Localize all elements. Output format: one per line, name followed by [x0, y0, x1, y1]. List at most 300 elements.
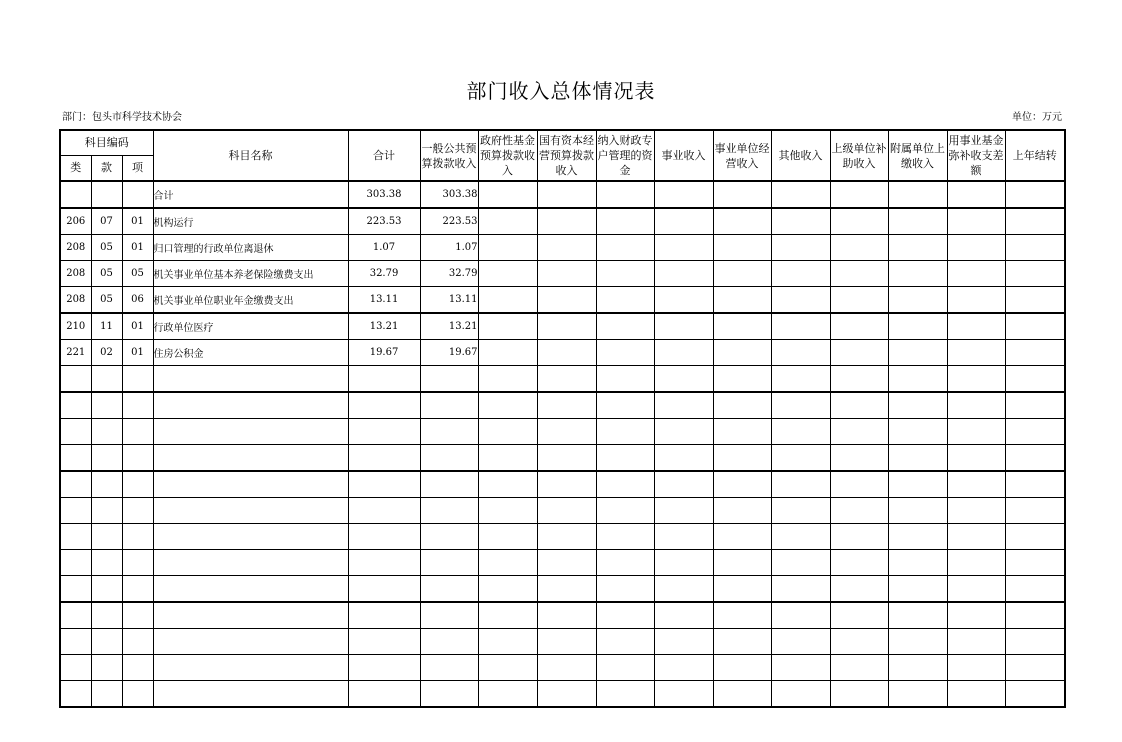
header-career-income: 事业收入 [654, 130, 713, 181]
cell-general-budget [420, 445, 478, 472]
cell-kuan [91, 655, 122, 681]
cell-general-budget: 13.21 [420, 313, 478, 340]
cell-empty [596, 445, 654, 472]
cell-kuan [91, 392, 122, 419]
cell-general-budget: 1.07 [420, 235, 478, 261]
cell-empty [713, 445, 771, 472]
header-kuan: 款 [91, 156, 122, 182]
cell-total [348, 392, 420, 419]
cell-lei [60, 498, 91, 524]
cell-empty [596, 471, 654, 498]
cell-empty [830, 181, 888, 208]
cell-empty [830, 313, 888, 340]
cell-kuan [91, 498, 122, 524]
cell-xiang [122, 602, 153, 629]
cell-empty [947, 261, 1005, 287]
cell-empty [537, 340, 596, 366]
cell-empty [771, 181, 830, 208]
cell-empty [947, 576, 1005, 603]
cell-empty [1005, 524, 1065, 550]
cell-empty [713, 208, 771, 235]
header-subject-name: 科目名称 [153, 130, 348, 181]
cell-kuan [91, 366, 122, 393]
cell-empty [596, 287, 654, 314]
cell-general-budget: 19.67 [420, 340, 478, 366]
cell-empty [713, 471, 771, 498]
header-general-budget: 一般公共预算拨款收入 [420, 130, 478, 181]
cell-empty [771, 366, 830, 393]
cell-general-budget [420, 681, 478, 708]
cell-empty [713, 181, 771, 208]
cell-total [348, 681, 420, 708]
cell-empty [654, 629, 713, 655]
cell-empty [830, 550, 888, 576]
cell-total [348, 550, 420, 576]
cell-subject-name [153, 366, 348, 393]
header-carryover: 上年结转 [1005, 130, 1065, 181]
cell-kuan [91, 419, 122, 445]
cell-empty [478, 655, 537, 681]
cell-empty [537, 392, 596, 419]
cell-kuan: 05 [91, 235, 122, 261]
cell-empty [1005, 498, 1065, 524]
cell-subject-name [153, 445, 348, 472]
cell-empty [537, 235, 596, 261]
cell-xiang [122, 524, 153, 550]
cell-empty [1005, 681, 1065, 708]
table-row [60, 681, 1065, 708]
cell-empty [947, 681, 1005, 708]
cell-empty [888, 576, 947, 603]
cell-xiang [122, 471, 153, 498]
cell-empty [888, 445, 947, 472]
cell-empty [478, 629, 537, 655]
cell-empty [830, 208, 888, 235]
cell-empty [830, 655, 888, 681]
cell-empty [537, 208, 596, 235]
cell-empty [1005, 181, 1065, 208]
cell-empty [830, 576, 888, 603]
cell-empty [830, 471, 888, 498]
cell-empty [478, 313, 537, 340]
cell-empty [713, 313, 771, 340]
cell-subject-name [153, 655, 348, 681]
cell-empty [771, 419, 830, 445]
cell-empty [888, 287, 947, 314]
cell-kuan [91, 576, 122, 603]
cell-empty [478, 261, 537, 287]
header-gov-fund: 政府性基金预算拨款收入 [478, 130, 537, 181]
cell-general-budget [420, 629, 478, 655]
cell-lei [60, 576, 91, 603]
cell-empty [888, 261, 947, 287]
cell-empty [947, 419, 1005, 445]
cell-kuan: 05 [91, 261, 122, 287]
cell-subject-name [153, 681, 348, 708]
cell-empty [1005, 340, 1065, 366]
cell-kuan: 07 [91, 208, 122, 235]
cell-empty [537, 602, 596, 629]
cell-general-budget [420, 498, 478, 524]
cell-empty [1005, 261, 1065, 287]
cell-empty [596, 313, 654, 340]
cell-empty [596, 235, 654, 261]
cell-empty [654, 419, 713, 445]
cell-empty [830, 681, 888, 708]
cell-xiang [122, 498, 153, 524]
cell-total [348, 445, 420, 472]
cell-kuan [91, 524, 122, 550]
cell-empty [478, 576, 537, 603]
cell-empty [478, 550, 537, 576]
cell-total: 223.53 [348, 208, 420, 235]
cell-kuan: 02 [91, 340, 122, 366]
cell-empty [888, 498, 947, 524]
cell-kuan: 05 [91, 287, 122, 314]
cell-empty [1005, 576, 1065, 603]
cell-empty [830, 419, 888, 445]
income-table [59, 129, 1066, 708]
cell-empty [713, 655, 771, 681]
cell-subject-name [153, 471, 348, 498]
cell-empty [947, 602, 1005, 629]
cell-subject-name [153, 524, 348, 550]
cell-empty [830, 340, 888, 366]
cell-subject-name [153, 629, 348, 655]
cell-empty [654, 471, 713, 498]
table-row [60, 392, 1065, 419]
cell-empty [713, 550, 771, 576]
table-row [60, 181, 1065, 208]
cell-empty [596, 340, 654, 366]
cell-lei: 221 [60, 340, 91, 366]
cell-kuan [91, 471, 122, 498]
cell-total [348, 576, 420, 603]
cell-empty [596, 181, 654, 208]
cell-empty [771, 602, 830, 629]
cell-subject-name: 住房公积金 [153, 340, 348, 366]
cell-empty [830, 524, 888, 550]
cell-empty [830, 235, 888, 261]
header-xiang: 项 [122, 156, 153, 182]
cell-empty [830, 445, 888, 472]
cell-empty [537, 181, 596, 208]
cell-subject-name: 归口管理的行政单位离退休 [153, 235, 348, 261]
cell-lei [60, 681, 91, 708]
table-row [60, 524, 1065, 550]
cell-total [348, 655, 420, 681]
cell-general-budget: 13.11 [420, 287, 478, 314]
department-label: 部门：包头市科学技术协会 [62, 112, 182, 123]
cell-empty [478, 235, 537, 261]
cell-empty [1005, 287, 1065, 314]
cell-subject-name [153, 602, 348, 629]
cell-general-budget [420, 524, 478, 550]
cell-empty [713, 629, 771, 655]
cell-xiang [122, 181, 153, 208]
header-special-fund: 纳入财政专户管理的资金 [596, 130, 654, 181]
cell-empty [654, 392, 713, 419]
cell-empty [596, 602, 654, 629]
cell-kuan [91, 445, 122, 472]
cell-xiang [122, 419, 153, 445]
cell-empty [654, 181, 713, 208]
cell-empty [771, 287, 830, 314]
cell-empty [713, 340, 771, 366]
cell-subject-name [153, 576, 348, 603]
cell-total [348, 629, 420, 655]
cell-empty [596, 261, 654, 287]
cell-xiang [122, 629, 153, 655]
cell-empty [654, 208, 713, 235]
cell-empty [654, 550, 713, 576]
cell-empty [537, 498, 596, 524]
cell-empty [771, 235, 830, 261]
cell-total: 19.67 [348, 340, 420, 366]
cell-empty [596, 419, 654, 445]
cell-kuan: 11 [91, 313, 122, 340]
cell-lei: 210 [60, 313, 91, 340]
cell-empty [1005, 629, 1065, 655]
cell-empty [654, 445, 713, 472]
cell-empty [888, 366, 947, 393]
cell-lei [60, 524, 91, 550]
table-row [60, 366, 1065, 393]
cell-lei: 208 [60, 235, 91, 261]
cell-lei [60, 550, 91, 576]
table-row [60, 471, 1065, 498]
cell-empty [596, 498, 654, 524]
cell-kuan [91, 681, 122, 708]
page-title: 部门收入总体情况表 [466, 79, 656, 103]
cell-empty [713, 419, 771, 445]
cell-lei [60, 629, 91, 655]
cell-empty [478, 419, 537, 445]
cell-empty [947, 340, 1005, 366]
cell-empty [654, 655, 713, 681]
cell-general-budget: 32.79 [420, 261, 478, 287]
cell-xiang [122, 392, 153, 419]
cell-empty [478, 287, 537, 314]
cell-empty [596, 629, 654, 655]
cell-empty [713, 681, 771, 708]
table-row [60, 576, 1065, 603]
cell-empty [888, 550, 947, 576]
cell-lei [60, 445, 91, 472]
cell-empty [654, 261, 713, 287]
cell-empty [888, 208, 947, 235]
cell-empty [537, 629, 596, 655]
cell-xiang: 01 [122, 340, 153, 366]
cell-empty [830, 261, 888, 287]
cell-subject-name: 行政单位医疗 [153, 313, 348, 340]
cell-empty [654, 681, 713, 708]
cell-empty [1005, 366, 1065, 393]
cell-empty [771, 392, 830, 419]
table-row [60, 655, 1065, 681]
cell-lei [60, 181, 91, 208]
cell-empty [478, 602, 537, 629]
unit-label: 单位：万元 [1012, 112, 1062, 123]
cell-empty [537, 655, 596, 681]
cell-general-budget [420, 550, 478, 576]
cell-xiang: 06 [122, 287, 153, 314]
cell-empty [537, 576, 596, 603]
cell-subject-name: 机关事业单位职业年金缴费支出 [153, 287, 348, 314]
table-row [60, 340, 1065, 366]
cell-empty [771, 524, 830, 550]
cell-empty [947, 655, 1005, 681]
cell-empty [888, 313, 947, 340]
cell-lei [60, 602, 91, 629]
cell-lei [60, 471, 91, 498]
cell-total [348, 498, 420, 524]
cell-lei: 206 [60, 208, 91, 235]
cell-empty [1005, 235, 1065, 261]
cell-empty [596, 550, 654, 576]
cell-lei [60, 392, 91, 419]
cell-total [348, 366, 420, 393]
cell-subject-name [153, 498, 348, 524]
cell-empty [947, 445, 1005, 472]
cell-empty [478, 681, 537, 708]
cell-empty [888, 392, 947, 419]
cell-empty [654, 524, 713, 550]
cell-kuan [91, 602, 122, 629]
cell-empty [537, 366, 596, 393]
cell-total: 13.11 [348, 287, 420, 314]
cell-empty [478, 392, 537, 419]
cell-total [348, 471, 420, 498]
cell-empty [771, 498, 830, 524]
cell-empty [830, 602, 888, 629]
cell-xiang: 05 [122, 261, 153, 287]
cell-empty [537, 471, 596, 498]
cell-lei [60, 366, 91, 393]
cell-empty [654, 340, 713, 366]
cell-empty [888, 471, 947, 498]
cell-empty [537, 261, 596, 287]
cell-empty [537, 681, 596, 708]
cell-kuan [91, 629, 122, 655]
table-row [60, 550, 1065, 576]
table-row [60, 313, 1065, 340]
header-fund-offset: 用事业基金弥补收支差额 [947, 130, 1005, 181]
cell-empty [888, 655, 947, 681]
cell-xiang [122, 366, 153, 393]
cell-empty [537, 313, 596, 340]
cell-empty [888, 419, 947, 445]
cell-empty [478, 498, 537, 524]
cell-subject-name: 合计 [153, 181, 348, 208]
cell-empty [1005, 419, 1065, 445]
cell-xiang [122, 655, 153, 681]
cell-empty [771, 340, 830, 366]
cell-empty [713, 602, 771, 629]
cell-empty [537, 419, 596, 445]
cell-total: 13.21 [348, 313, 420, 340]
cell-empty [596, 655, 654, 681]
cell-empty [596, 524, 654, 550]
cell-empty [771, 629, 830, 655]
cell-empty [654, 235, 713, 261]
cell-empty [771, 576, 830, 603]
cell-xiang: 01 [122, 313, 153, 340]
cell-general-budget [420, 392, 478, 419]
cell-empty [830, 366, 888, 393]
cell-lei [60, 419, 91, 445]
cell-general-budget [420, 471, 478, 498]
cell-xiang [122, 576, 153, 603]
cell-lei: 208 [60, 287, 91, 314]
cell-empty [713, 287, 771, 314]
cell-empty [1005, 445, 1065, 472]
cell-empty [771, 313, 830, 340]
cell-empty [1005, 471, 1065, 498]
cell-empty [947, 629, 1005, 655]
cell-empty [478, 340, 537, 366]
cell-empty [596, 576, 654, 603]
cell-empty [947, 235, 1005, 261]
cell-empty [771, 208, 830, 235]
table-row [60, 287, 1065, 314]
cell-empty [654, 602, 713, 629]
cell-empty [1005, 655, 1065, 681]
cell-empty [888, 235, 947, 261]
cell-xiang [122, 550, 153, 576]
cell-empty [888, 629, 947, 655]
cell-empty [713, 524, 771, 550]
table-row [60, 445, 1065, 472]
cell-empty [947, 392, 1005, 419]
cell-total: 32.79 [348, 261, 420, 287]
cell-empty [1005, 208, 1065, 235]
cell-empty [654, 498, 713, 524]
cell-empty [1005, 313, 1065, 340]
table-row [60, 235, 1065, 261]
cell-empty [713, 576, 771, 603]
cell-xiang: 01 [122, 208, 153, 235]
cell-empty [947, 287, 1005, 314]
cell-general-budget [420, 366, 478, 393]
header-subject-code: 科目编码 [60, 130, 153, 156]
cell-empty [1005, 392, 1065, 419]
cell-general-budget: 223.53 [420, 208, 478, 235]
header-other-income: 其他收入 [771, 130, 830, 181]
cell-empty [713, 392, 771, 419]
cell-empty [537, 524, 596, 550]
cell-xiang: 01 [122, 235, 153, 261]
cell-empty [830, 287, 888, 314]
cell-empty [537, 550, 596, 576]
table-row [60, 261, 1065, 287]
cell-subject-name [153, 419, 348, 445]
cell-empty [537, 445, 596, 472]
cell-empty [713, 235, 771, 261]
cell-xiang [122, 681, 153, 708]
cell-subject-name [153, 550, 348, 576]
cell-empty [713, 366, 771, 393]
header-total: 合计 [348, 130, 420, 181]
cell-empty [830, 392, 888, 419]
cell-empty [654, 313, 713, 340]
header-affiliate-payment: 附属单位上缴收入 [888, 130, 947, 181]
cell-subject-name [153, 392, 348, 419]
table-row [60, 208, 1065, 235]
cell-empty [478, 471, 537, 498]
cell-general-budget: 303.38 [420, 181, 478, 208]
cell-empty [771, 655, 830, 681]
